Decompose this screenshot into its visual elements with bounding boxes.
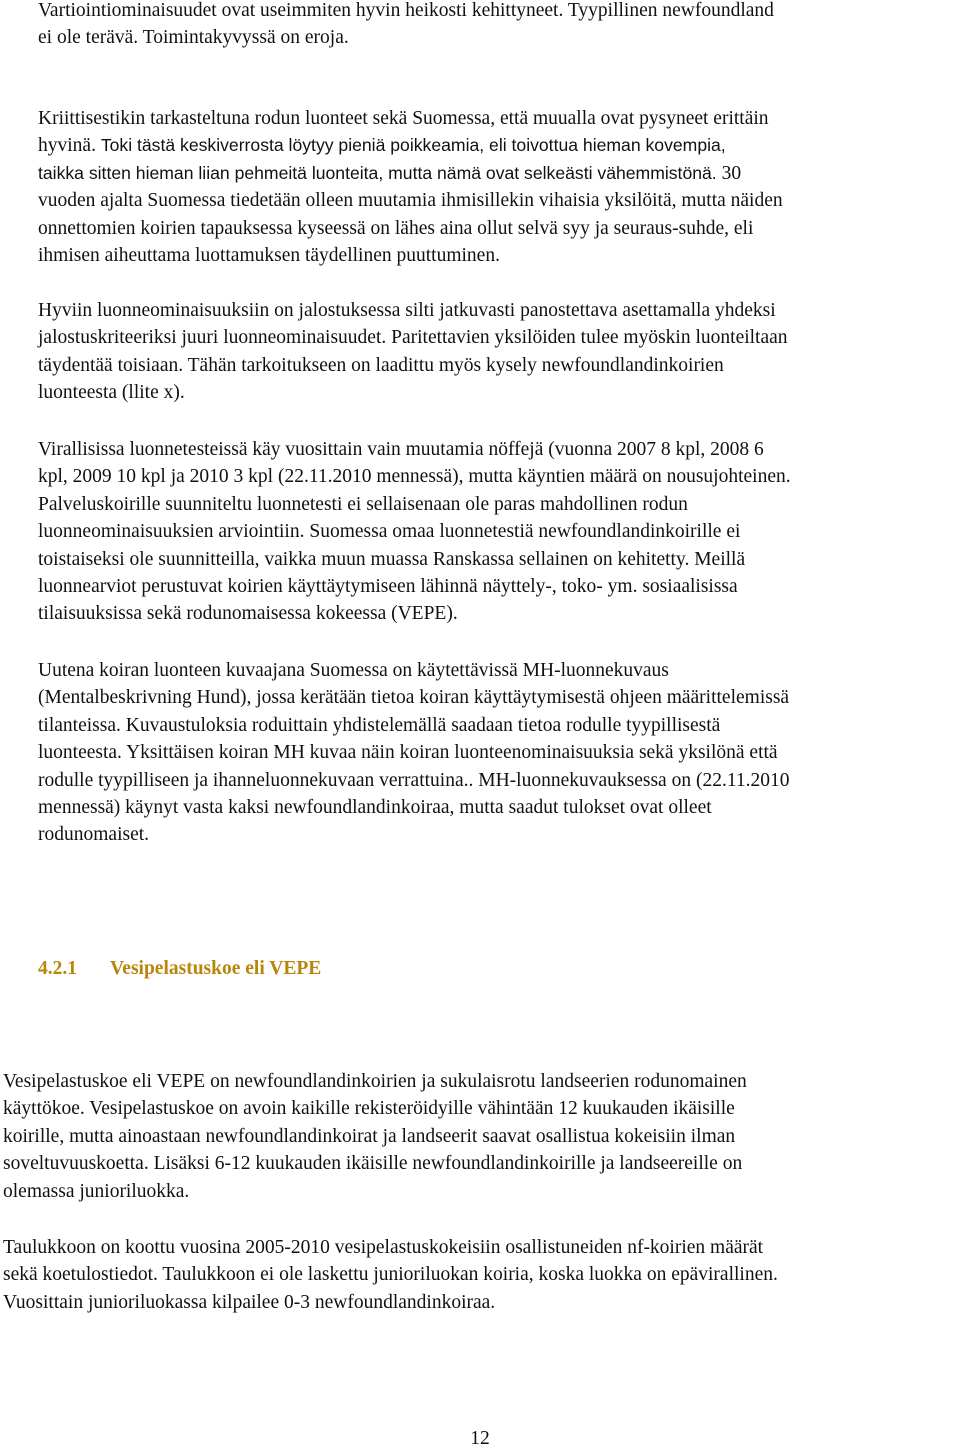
text-line: Hyviin luonneominaisuuksiin on jalostuksessa silti jatkuvasti panostettava asettamalla yhdeksi <box>38 300 776 321</box>
paragraph-mh-description <box>38 657 958 849</box>
text-line-mixed <box>38 160 958 187</box>
text-line: käyttökoe. Vesipelastuskoe on avoin kaikille rekisteröidyille vähintään 12 kuukauden ikäisille <box>3 1098 735 1120</box>
text-line: tilanteissa. Kuvaustuloksia roduittain yhdistelemällä saadaan tietoa rodulle tyypillisestä <box>38 714 721 736</box>
text-line: Vesipelastuskoe eli VEPE on newfoundlandinkoirien ja sukulaisrotu landseerien rodunomainen <box>3 1071 747 1092</box>
text-line: (Mentalbeskrivning Hund), jossa kerätään tietoa koiran käyttäytymisestä ohjeen määrittelemissä <box>38 687 790 709</box>
section-heading <box>38 958 321 980</box>
text-line: Virallisissa luonnetesteissä käy vuosittain vain muutamia nöffejä (vuonna 2007 8 kpl, 2008 6 <box>38 439 764 460</box>
text-line: kpl, 2009 10 kpl ja 2010 3 kpl (22.11.2010 mennessä), mutta käyntien määrä on nousujohteinen. <box>38 466 791 488</box>
paragraph-breeding <box>38 297 958 407</box>
text-segment-sans: Toki tästä keskiverrosta löytyy pieniä poikkeamia, eli toivottua hieman kovempia, <box>100 135 726 156</box>
text-line: Taulukkoon on koottu vuosina 2005-2010 vesipelastuskokeisiin osallistuneiden nf-koirien määrät <box>3 1237 764 1258</box>
paragraph-vepe-intro <box>3 1068 958 1205</box>
text-line: luonteesta (llite x). <box>38 382 185 404</box>
text-line: ihmisen aiheuttama luottamuksen täydellinen puuttuminen. <box>38 245 500 267</box>
text-line: Kriittisestikin tarkasteltuna rodun luonteet sekä Suomessa, että muualla ovat pysyneet erittäin <box>38 108 769 129</box>
paragraph-character-tests <box>38 436 958 628</box>
section-number: 4.2.1 <box>38 958 77 979</box>
text-line: Vartiointiominaisuudet ovat useimmiten hyvin heikosti kehittyneet. Tyypillinen newfoundland <box>38 0 774 21</box>
text-line: onnettomien koirien tapauksessa kyseessä on lähes aina ollut selvä syy ja seuraus-suhde, eli <box>38 217 754 239</box>
text-line: täydentää toisiaan. Tähän tarkoitukseen on laadittu myös kysely newfoundlandinkoirien <box>38 354 724 376</box>
text-line: Vuosittain junioriluokassa kilpailee 0-3 newfoundlandinkoiraa. <box>3 1291 496 1313</box>
page-number: 12 <box>470 1428 490 1449</box>
text-line: sekä koetulostiedot. Taulukkoon ei ole laskettu junioriluokan koiria, koska luokka on epävirallinen. <box>3 1264 778 1286</box>
text-line: tilaisuuksissa sekä rodunomaisessa kokeessa (VEPE). <box>38 603 458 625</box>
text-line: rodunomaiset. <box>38 824 150 846</box>
text-line: rodulle tyypilliseen ja ihanneluonnekuvaan verrattuina.. MH-luonnekuvauksessa on (22.11.2010 <box>38 769 790 791</box>
text-line: vuoden ajalta Suomessa tiedetään olleen muutamia ihmisillekin vihaisia yksilöitä, mutta näiden <box>38 190 783 212</box>
text-line: olemassa junioriluokka. <box>3 1180 190 1202</box>
paragraph-table-intro <box>3 1234 958 1316</box>
text-line: mennessä) käynyt vasta kaksi newfoundlandinkoiraa, mutta saadut tulokset ovat olleet <box>38 797 712 819</box>
text-line: soveltuvuuskoetta. Lisäksi 6-12 kuukauden ikäisille newfoundlandinkoirille ja landseereille on <box>3 1153 743 1175</box>
text-segment-sans: taikka sitten hieman liian pehmeitä luonteita, mutta nämä ovat selkeästi vähemmistönä. <box>38 162 717 183</box>
text-line: luonneominaisuuksien arviointiin. Suomessa omaa luonnetestiä newfoundlandinkoirille ei <box>38 521 741 543</box>
section-title: Vesipelastuskoe eli VEPE <box>110 958 322 979</box>
text-line: luonnearviot perustuvat koirien käyttäytymiseen lähinnä näyttely-, toko- ym. sosiaalisissa <box>38 576 738 598</box>
text-line: jalostuskriteeriksi juuri luonneominaisuudet. Paritettavien yksilöiden tulee myöskin luonteiltaan <box>38 327 788 349</box>
paragraph-guarding <box>38 0 958 52</box>
text-line: luonteesta. Yksittäisen koiran MH kuvaa näin koiran luonteenominaisuuksia sekä yksilönä että <box>38 742 778 764</box>
text-line: toistaiseksi ole suunnitteilla, vaikka muun muassa Ranskassa sellainen on kehitetty. Meillä <box>38 548 746 570</box>
text-segment: hyvinä. <box>38 135 101 157</box>
text-line: Uutena koiran luonteen kuvaajana Suomessa on käytettävissä MH-luonnekuvaus <box>38 660 669 681</box>
text-line: ei ole terävä. Toimintakyvyssä on eroja. <box>38 27 349 49</box>
paragraph-temperament <box>38 105 958 269</box>
text-line: Palveluskoirille suunniteltu luonnetesti ei sellaisenaan ole paras mahdollinen rodun <box>38 493 688 515</box>
text-line: koirille, mutta ainoastaan newfoundlandinkoirat ja landseerit saavat osallistua kokeisiin ilman <box>3 1125 736 1147</box>
text-segment: 30 <box>716 162 742 184</box>
text-line-mixed <box>38 132 958 159</box>
